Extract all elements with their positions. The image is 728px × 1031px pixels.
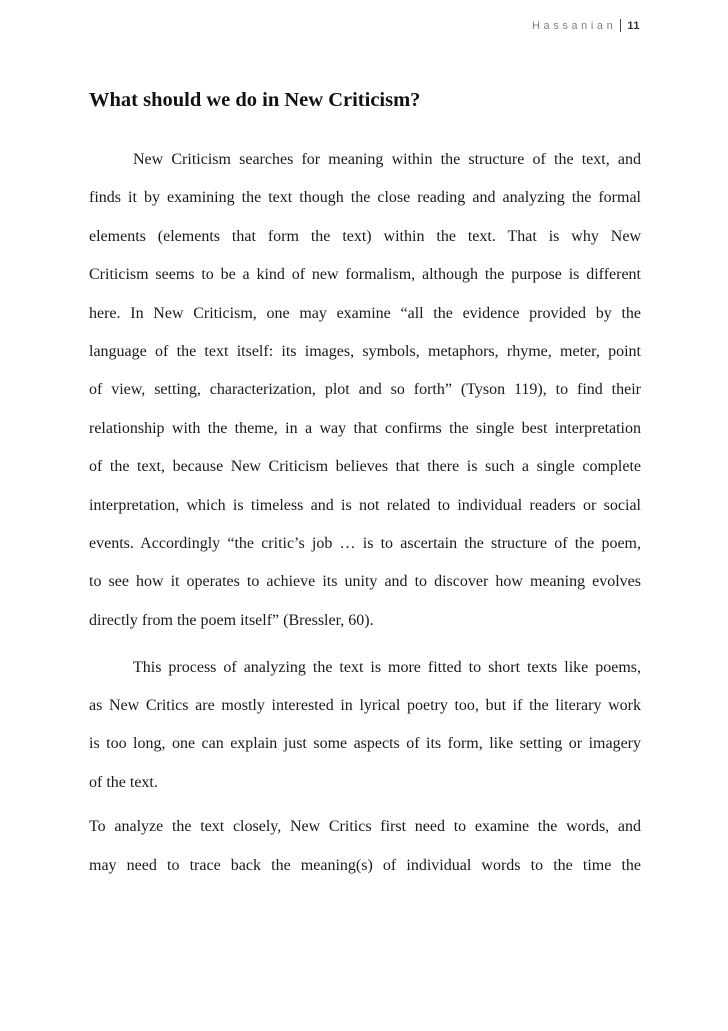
paragraph-line: here. In New Criticism, one may examine “all the evidence provided by the bbox=[89, 304, 641, 322]
header-author: Hassanian bbox=[531, 19, 617, 32]
paragraph-spacing bbox=[89, 647, 641, 656]
section-heading: What should we do in New Criticism? bbox=[89, 89, 421, 111]
paragraph-line: elements (elements that form the text) within the text. That is why New bbox=[89, 227, 641, 245]
paragraph-line: This process of analyzing the text is more fitted to short texts like poems, bbox=[133, 658, 641, 676]
paragraph-3 bbox=[89, 815, 641, 892]
page-number: 11 bbox=[627, 19, 640, 32]
header-separator bbox=[620, 19, 621, 32]
paragraph-line: of the text, because New Criticism believes that there is such a single complete bbox=[89, 458, 641, 476]
paragraph-line: interpretation, which is timeless and is not related to individual readers or social bbox=[89, 496, 641, 514]
paragraph-2 bbox=[89, 656, 641, 810]
paragraph-line: New Criticism searches for meaning within the structure of the text, and bbox=[133, 151, 641, 168]
paragraph-line: relationship with the theme, in a way that confirms the single best interpretation bbox=[89, 419, 641, 437]
paragraph-line: as New Critics are mostly interested in lyrical poetry too, but if the literary work bbox=[89, 697, 641, 715]
paragraph-line: Criticism seems to be a kind of new formalism, although the purpose is different bbox=[89, 266, 641, 284]
paragraph-line: of view, setting, characterization, plot and so forth” (Tyson 119), to find their bbox=[89, 381, 641, 399]
paragraph-line: to see how it operates to achieve its unity and to discover how meaning evolves bbox=[89, 573, 641, 591]
paragraph-line: language of the text itself: its images, symbols, metaphors, rhyme, meter, point bbox=[89, 342, 641, 360]
page-header bbox=[532, 19, 640, 32]
paragraph-line: To analyze the text closely, New Critics first need to examine the words, and bbox=[89, 818, 641, 836]
body-text bbox=[89, 148, 641, 892]
paragraph-line: may need to trace back the meaning(s) of individual words to the time the bbox=[89, 856, 641, 874]
paragraph-line: is too long, one can explain just some aspects of its form, like setting or imagery bbox=[89, 735, 641, 753]
paragraph-1 bbox=[89, 148, 641, 647]
paragraph-line: directly from the poem itself” (Bressler, 60). bbox=[89, 611, 374, 629]
paragraph-line: of the text. bbox=[89, 773, 158, 791]
paragraph-line: finds it by examining the text though the close reading and analyzing the formal bbox=[89, 189, 641, 207]
paragraph-line: events. Accordingly “the critic’s job … is to ascertain the structure of the poem, bbox=[89, 534, 641, 552]
